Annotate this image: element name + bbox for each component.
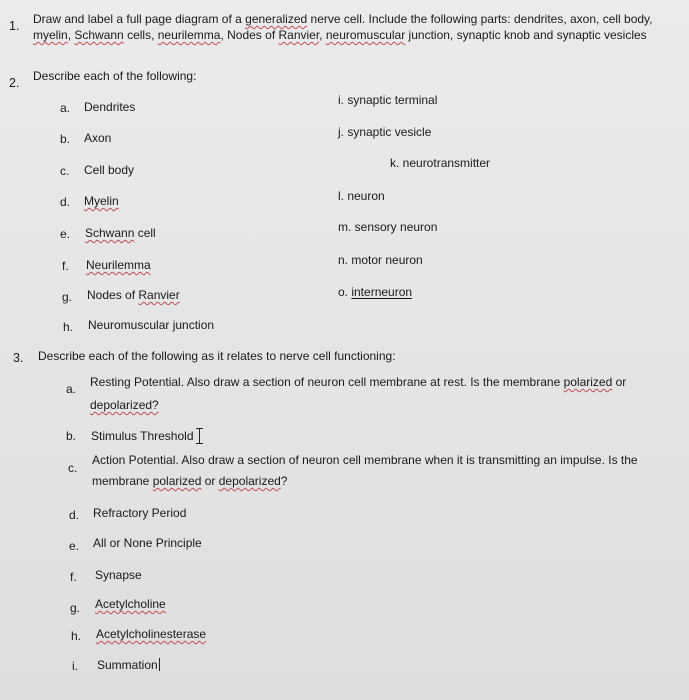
q3-item-h-letter: h.	[71, 629, 82, 643]
q2-item-e-letter: e.	[60, 227, 71, 241]
q3-item-a-line2: depolarized?	[90, 398, 159, 412]
q2-item-j: j. synaptic vesicle	[338, 125, 432, 139]
text-caret-icon	[159, 658, 160, 671]
q3-text: Describe each of the following as it relates to nerve cell functioning:	[38, 349, 396, 363]
q1-line1: Draw and label a full page diagram of a generalized nerve cell. Include the following parts: dendrites, axon, cell body,	[33, 12, 653, 26]
q2-item-f-letter: f.	[62, 259, 69, 273]
q2-item-m: m. sensory neuron	[338, 220, 438, 234]
q3-item-e: All or None Principle	[93, 536, 202, 550]
q3-item-f-letter: f.	[70, 570, 77, 584]
q2-item-c: Cell body	[84, 163, 135, 177]
q2-item-g-letter: g.	[62, 290, 73, 304]
q1-line2: myelin, Schwann cells, neurilemma, Nodes of Ranvier, neuromuscular junction, synaptic knob and synaptic vesicles	[33, 28, 647, 42]
q2-text: Describe each of the following:	[33, 69, 197, 83]
q3-item-e-letter: e.	[69, 539, 80, 553]
q3-item-d-letter: d.	[69, 508, 80, 522]
q3-item-a-line1: Resting Potential. Also draw a section of neuron cell membrane at rest. Is the membrane polarized or	[90, 375, 627, 389]
q3-item-c-letter: c.	[68, 461, 78, 475]
q3-item-b: Stimulus Threshold	[91, 428, 203, 444]
text-cursor-icon	[196, 428, 203, 444]
q3-item-c-line2: membrane polarized or depolarized?	[92, 474, 288, 488]
q3-item-i-letter: i.	[72, 659, 78, 673]
q3-item-i: Summation	[97, 658, 158, 672]
q3-number: 3.	[13, 351, 24, 365]
q3-item-a-letter: a.	[66, 382, 77, 396]
q3-item-b-letter: b.	[66, 429, 77, 443]
q2-item-c-letter: c.	[60, 164, 70, 178]
q3-item-d: Refractory Period	[93, 506, 187, 520]
q3-item-c-line1: Action Potential. Also draw a section of neuron cell membrane when it is transmitting an impulse. Is the	[92, 453, 638, 467]
q2-item-i: i. synaptic terminal	[338, 93, 438, 107]
q2-item-f: Neurilemma	[86, 258, 151, 272]
q2-item-h: Neuromuscular junction	[88, 318, 215, 332]
q2-item-o: o. interneuron	[338, 285, 413, 299]
q3-item-h: Acetylcholinesterase	[96, 627, 207, 641]
q2-item-b-letter: b.	[60, 132, 71, 146]
q2-item-a: Dendrites	[84, 100, 136, 114]
q2-item-b: Axon	[84, 131, 112, 145]
q2-item-d-letter: d.	[60, 195, 71, 209]
q3-item-g-letter: g.	[70, 601, 81, 615]
q2-item-k: k. neurotransmitter	[390, 156, 491, 170]
q2-item-e: Schwann cell	[85, 226, 156, 240]
q3-item-g: Acetylcholine	[95, 597, 166, 611]
q2-number: 2.	[9, 76, 20, 90]
q1-number: 1.	[9, 19, 20, 33]
q2-item-h-letter: h.	[63, 320, 74, 334]
q2-item-a-letter: a.	[60, 101, 71, 115]
q3-item-f: Synapse	[95, 568, 142, 582]
q2-item-g: Nodes of Ranvier	[87, 288, 180, 302]
q2-item-d: Myelin	[84, 194, 119, 208]
q2-item-l: l. neuron	[338, 189, 385, 203]
q2-item-n: n. motor neuron	[338, 253, 423, 267]
